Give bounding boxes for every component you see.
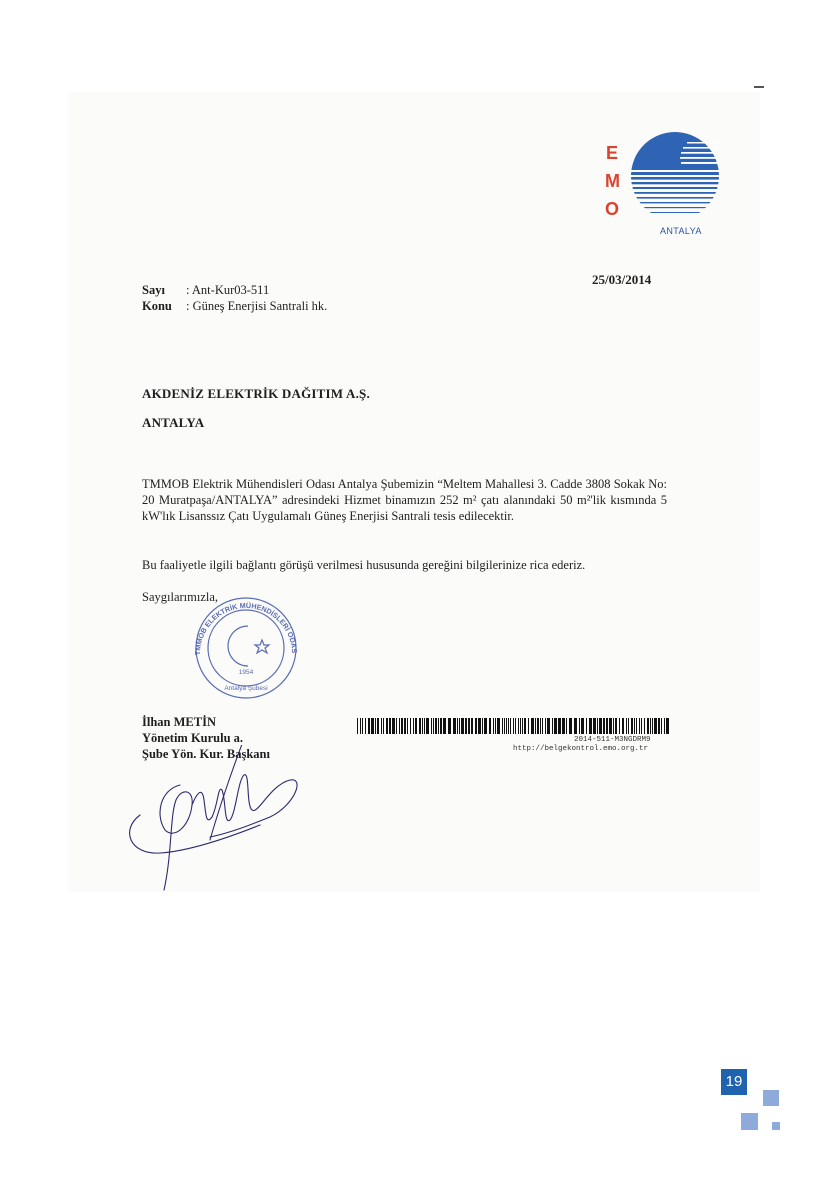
page-number: 19 [721, 1069, 747, 1095]
barcode-bar [552, 718, 553, 734]
barcode-bar [413, 718, 414, 734]
barcode-bar [644, 718, 645, 734]
body-paragraph-2: Bu faaliyetle ilgili bağlantı görüşü verilmesi hususunda gereğini bilgilerinize rica ederiz. [142, 558, 586, 572]
document-date: 25/03/2014 [592, 272, 652, 287]
barcode-bar [457, 718, 458, 734]
chamber-stamp [182, 592, 310, 700]
barcode-bar [540, 718, 541, 734]
barcode-bar [381, 718, 382, 734]
barcode-bar [537, 718, 539, 734]
konu-label: Konu [142, 299, 172, 313]
barcode-bar [647, 718, 649, 734]
barcode-bar [468, 718, 470, 734]
verification-url: http://belgekontrol.emo.org.tr [513, 745, 649, 753]
barcode-bar [574, 718, 577, 734]
barcode-bar [368, 718, 370, 734]
barcode-bar [371, 718, 374, 734]
stamp-year: 1954 [238, 669, 254, 676]
barcode-bar [489, 718, 491, 734]
barcode-bar [619, 718, 620, 734]
barcode-bar [597, 718, 598, 734]
emo-logo [605, 130, 735, 245]
recipient-company: AKDENİZ ELEKTRİK DAĞITIM A.Ş. [142, 386, 370, 401]
barcode-bar [478, 718, 481, 734]
barcode-bar [528, 718, 529, 734]
barcode-bar [375, 718, 376, 734]
barcode-bar [407, 718, 408, 734]
globe-icon [627, 130, 719, 222]
barcode-bar [504, 718, 505, 734]
barcode-bar [461, 718, 464, 734]
barcode-bar [636, 718, 637, 734]
recipient-city: ANTALYA [142, 415, 205, 430]
barcode-bar [465, 718, 467, 734]
barcode-bar [622, 718, 624, 734]
barcode-bar [422, 718, 423, 734]
barcode-bar [599, 718, 602, 734]
barcode-bar [433, 718, 434, 734]
barcode-bar [664, 718, 665, 734]
barcode-bar [399, 718, 400, 734]
barcode-bar [482, 718, 483, 734]
barcode-bar [628, 718, 629, 734]
barcode-bar [650, 718, 651, 734]
barcode-bar [513, 718, 514, 734]
barcode-bar [547, 718, 550, 734]
barcode-bar [652, 718, 653, 734]
barcode-bar [459, 718, 460, 734]
barcode-bar [613, 718, 614, 734]
barcode-bar [658, 718, 660, 734]
logo-letter-e: E [605, 143, 618, 163]
sayi-row [142, 282, 327, 298]
barcode-bar [654, 718, 657, 734]
stamp-ring-text: TMMOB ELEKTRİK MÜHENDİSLERİ ODAS [192, 600, 300, 656]
barcode-bar [510, 718, 511, 734]
signatory-title-1: Yönetim Kurulu a. [142, 731, 244, 745]
barcode-bar [497, 718, 500, 734]
barcode-bar [426, 718, 429, 734]
barcode-bar [431, 718, 432, 734]
barcode-bar [415, 718, 417, 734]
barcode-bar [389, 718, 391, 734]
barcode-bar [502, 718, 503, 734]
barcode-bar [495, 718, 496, 734]
barcode-bar [524, 718, 526, 734]
barcode-bar [589, 718, 592, 734]
barcode-bar [475, 718, 477, 734]
barcode-bar [603, 718, 605, 734]
logo-city: ANTALYA [660, 226, 702, 236]
barcode-bar [535, 718, 536, 734]
barcode-bar [593, 718, 596, 734]
barcode-bar [522, 718, 523, 734]
barcode-bar [545, 718, 546, 734]
barcode-bar [641, 718, 642, 734]
signatory-title-2: Şube Yön. Kur. Başkanı [142, 747, 270, 761]
barcode-bar [424, 718, 425, 734]
barcode-bar [615, 718, 617, 734]
barcode-bar [639, 718, 640, 734]
barcode-bar [661, 718, 662, 734]
barcode-bar [508, 718, 509, 734]
barcode-bar [392, 718, 395, 734]
barcode-bar [520, 718, 521, 734]
barcode-bar [634, 718, 635, 734]
logo-letter-o: O [605, 199, 620, 219]
barcode-bar [666, 718, 669, 734]
barcode-bar [360, 718, 361, 734]
barcode-bar [386, 718, 388, 734]
barcode-bar [440, 718, 442, 734]
konu-row [142, 298, 327, 314]
body-paragraph-1: TMMOB Elektrik Mühendisleri Odası Antalya Şubemizin “Meltem Mahallesi 3. Cadde 3808 Sokak No: 20 Muratpaşa/ANTALYA” adresindeki Hizmet binamızın 252 m² çatı alanındaki 50 m²'lik kısmında 5 kW'lık Lisanssız Çatı Uygulamalı Güneş Enerjisi Santrali tesis edilecektir. [142, 477, 667, 523]
svg-text:TMMOB ELEKTRİK MÜHENDİSLERİ OD [182, 592, 299, 655]
barcode-bar [586, 718, 587, 734]
barcode-bar [606, 718, 608, 734]
barcode-bar [443, 718, 446, 734]
barcode-bar [515, 718, 516, 734]
barcode-bar [396, 718, 397, 734]
crescent-star-icon [228, 626, 269, 666]
barcode-bar [609, 718, 612, 734]
barcode-bar [531, 718, 534, 734]
barcode-bar [566, 718, 567, 734]
barcode-bar [377, 718, 379, 734]
decor-square [763, 1090, 779, 1106]
closing-text: Saygılarımızla, [142, 590, 219, 604]
logo-letter-m: M [605, 171, 620, 191]
barcode-bar [562, 718, 565, 734]
verification-code: 2014-511-M3NGDRM9 [574, 736, 651, 744]
barcode-bar [453, 718, 456, 734]
document-meta [142, 282, 327, 314]
barcode-bar [506, 718, 507, 734]
barcode-bar [383, 718, 384, 734]
scan-mark [754, 86, 764, 88]
barcode-bar [626, 718, 627, 734]
barcode-bar [404, 718, 406, 734]
barcode-bar [435, 718, 437, 734]
barcode-bar [438, 718, 439, 734]
verification-barcode [357, 718, 669, 734]
konu-value: : Güneş Enerjisi Santrali hk. [186, 299, 328, 313]
barcode-bar [448, 718, 451, 734]
barcode-bar [365, 718, 366, 734]
barcode-bar [558, 718, 561, 734]
stamp-branch: Antalya Şubesi [224, 685, 268, 692]
barcode-bar [401, 718, 403, 734]
barcode-bar [362, 718, 363, 734]
barcode-bar [581, 718, 584, 734]
barcode-bar [357, 718, 358, 734]
barcode-bar [518, 718, 519, 734]
barcode-bar [631, 718, 633, 734]
barcode-bar [542, 718, 543, 734]
decor-square [772, 1122, 780, 1130]
barcode-bar [569, 718, 572, 734]
barcode-bar [471, 718, 473, 734]
signatory-name: İlhan METİN [142, 715, 216, 729]
barcode-bar [410, 718, 411, 734]
sayi-value: : Ant-Kur03-511 [186, 283, 270, 297]
barcode-bar [493, 718, 494, 734]
barcode-bar [419, 718, 421, 734]
handwritten-signature [120, 745, 310, 895]
barcode-bar [579, 718, 580, 734]
decor-square [741, 1113, 758, 1130]
sayi-label: Sayı [142, 283, 165, 297]
barcode-bar [554, 718, 557, 734]
barcode-bar [484, 718, 487, 734]
